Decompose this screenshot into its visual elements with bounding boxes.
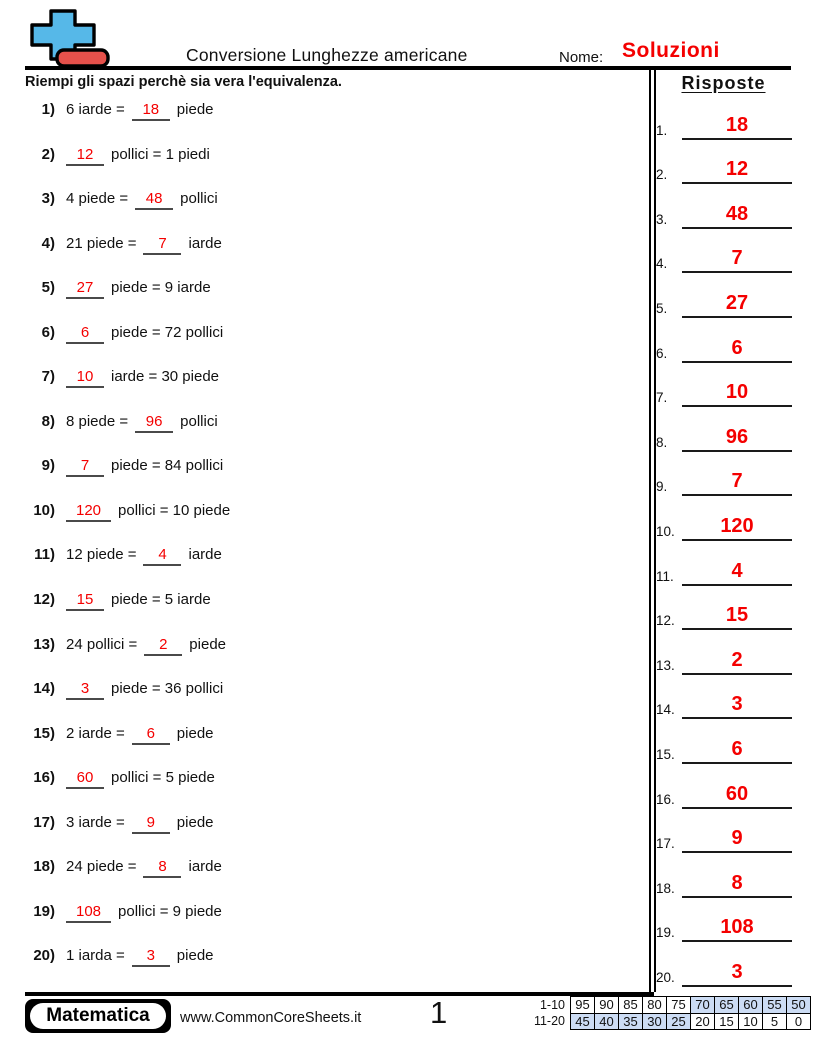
answer-row (652, 764, 795, 809)
answer-number: 12. (656, 613, 675, 629)
answer-value: 6 (682, 739, 792, 764)
answer-blank: 12 (66, 146, 104, 166)
question-row (25, 586, 625, 631)
question-number: 11) (34, 546, 55, 564)
score-cell: 90 (595, 997, 619, 1014)
question-post-text: piede = 84 pollici (111, 457, 224, 475)
answer-value: 96 (682, 427, 792, 452)
question-post-text: pollici = 10 piede (118, 501, 231, 519)
question-pre-text: 8 piede = (66, 412, 129, 430)
answer-number: 20. (656, 969, 675, 985)
question-post-text: iarde = 30 piede (111, 368, 220, 386)
answer-blank: 7 (143, 235, 181, 255)
question-number: 15) (33, 724, 55, 742)
answer-row (652, 452, 795, 497)
answer-blank: 108 (66, 903, 111, 923)
answer-blank: 6 (132, 725, 170, 745)
score-cell: 25 (667, 1013, 691, 1030)
answer-blank: 10 (66, 368, 104, 388)
questions-list (25, 96, 625, 987)
score-cell: 70 (691, 997, 715, 1014)
question-pre-text: 24 pollici = (66, 635, 138, 653)
answer-value: 12 (682, 159, 792, 184)
answer-blank: 2 (144, 636, 182, 656)
score-cell: 20 (691, 1013, 715, 1030)
question-row (25, 274, 625, 319)
answer-blank: 3 (132, 947, 170, 967)
answer-value: 3 (682, 962, 792, 987)
name-value: Soluzioni (622, 39, 720, 62)
answer-number: 2. (656, 167, 668, 183)
answer-row (652, 273, 795, 318)
score-cell: 65 (715, 997, 739, 1014)
answer-number: 3. (656, 211, 668, 227)
answer-row (652, 140, 795, 185)
question-post-text: iarde (188, 234, 222, 252)
question-number: 18) (33, 858, 55, 876)
score-row-label: 1-10 (539, 997, 565, 1012)
answer-row (652, 363, 795, 408)
answer-number: 19. (656, 925, 675, 941)
answer-number: 10. (656, 523, 675, 539)
question-number: 12) (33, 591, 55, 609)
answer-blank: 9 (132, 814, 170, 834)
score-cell: 50 (787, 997, 811, 1014)
answer-value: 15 (682, 605, 792, 630)
question-number: 8) (41, 412, 55, 430)
answer-value: 10 (682, 382, 792, 407)
answer-number: 16. (656, 791, 675, 807)
answer-blank: 8 (143, 858, 181, 878)
question-row (25, 720, 625, 765)
question-number: 2) (41, 145, 55, 163)
answer-blank: 18 (132, 101, 170, 121)
question-post-text: piede = 5 iarde (111, 591, 211, 609)
question-row (25, 631, 625, 676)
score-row-label: 11-20 (533, 1014, 565, 1029)
answer-row (652, 586, 795, 631)
answer-value: 60 (682, 784, 792, 809)
question-pre-text: 1 iarda = (66, 947, 125, 965)
question-pre-text: 21 piede = (66, 234, 137, 252)
header-rule (25, 66, 791, 70)
answer-value: 8 (682, 873, 792, 898)
answer-value: 18 (682, 115, 792, 140)
score-cell: 80 (643, 997, 667, 1014)
question-number: 19) (33, 902, 55, 920)
answer-blank: 3 (66, 680, 104, 700)
question-number: 3) (41, 190, 55, 208)
answer-blank: 6 (66, 324, 104, 344)
score-table (534, 996, 811, 1030)
answer-row (652, 675, 795, 720)
question-number: 6) (41, 323, 55, 341)
question-pre-text: 24 piede = (66, 858, 137, 876)
question-row (25, 497, 625, 542)
answers-list (652, 95, 795, 987)
question-post-text: piede = 72 pollici (111, 323, 224, 341)
question-row (25, 452, 625, 497)
answer-number: 8. (656, 434, 668, 450)
answer-row (652, 318, 795, 363)
score-cell: 55 (763, 997, 787, 1014)
question-pre-text: 12 piede = (66, 546, 137, 564)
score-cell: 40 (595, 1013, 619, 1030)
question-row (25, 185, 625, 230)
answer-value: 4 (682, 561, 792, 586)
question-number: 17) (33, 813, 55, 831)
answer-blank: 120 (66, 502, 111, 522)
question-number: 20) (33, 947, 55, 965)
question-pre-text: 2 iarde = (66, 724, 125, 742)
question-number: 7) (41, 368, 55, 386)
answer-row (652, 496, 795, 541)
question-number: 14) (33, 680, 55, 698)
score-cell: 60 (739, 997, 763, 1014)
answer-row (652, 898, 795, 943)
question-number: 9) (41, 457, 55, 475)
score-cell: 95 (571, 997, 595, 1014)
score-cell: 85 (619, 997, 643, 1014)
question-post-text: pollici (180, 190, 218, 208)
answer-blank: 15 (66, 591, 104, 611)
answer-number: 9. (656, 479, 668, 495)
answer-number: 13. (656, 657, 675, 673)
answer-blank: 48 (135, 190, 173, 210)
answer-blank: 60 (66, 769, 104, 789)
question-post-text: iarde (188, 858, 222, 876)
score-cell: 5 (763, 1013, 787, 1030)
score-cell: 10 (739, 1013, 763, 1030)
question-pre-text: 4 piede = (66, 190, 129, 208)
answer-number: 17. (656, 836, 675, 852)
score-cell: 35 (619, 1013, 643, 1030)
question-number: 5) (41, 279, 55, 297)
score-cell: 45 (571, 1013, 595, 1030)
answer-row (652, 942, 795, 987)
question-number: 1) (41, 101, 55, 118)
answer-value: 7 (682, 248, 792, 273)
question-post-text: piede (176, 813, 214, 831)
question-row (25, 853, 625, 898)
question-post-text: pollici = 9 piede (118, 902, 222, 920)
question-post-text: piede (176, 947, 214, 965)
answer-blank: 7 (66, 457, 104, 477)
answer-row (652, 541, 795, 586)
question-post-text: piede (189, 635, 226, 653)
question-pre-text: 6 iarde = (66, 101, 125, 118)
answer-number: 5. (656, 300, 668, 316)
question-row (25, 898, 625, 943)
answer-row (652, 630, 795, 675)
question-number: 16) (33, 769, 55, 787)
question-row (25, 942, 625, 987)
score-row (534, 1013, 811, 1030)
answer-row (652, 809, 795, 854)
question-row (25, 96, 625, 141)
answer-number: 1. (656, 122, 668, 138)
answer-value: 9 (682, 828, 792, 853)
question-post-text: pollici (180, 412, 218, 430)
answer-blank: 4 (143, 546, 181, 566)
question-row (25, 675, 625, 720)
risposte-title: Risposte (681, 73, 766, 93)
brand-logo (25, 999, 171, 1033)
plus-minus-icon (22, 8, 122, 70)
answer-value: 6 (682, 338, 792, 363)
answer-number: 6. (656, 345, 668, 361)
question-post-text: piede = 9 iarde (111, 279, 211, 297)
answer-row (652, 853, 795, 898)
question-row (25, 230, 625, 275)
answer-row (652, 719, 795, 764)
question-row (25, 141, 625, 186)
answer-row (652, 229, 795, 274)
question-row (25, 363, 625, 408)
question-post-text: iarde (188, 546, 222, 564)
question-pre-text: 3 iarde = (66, 813, 125, 831)
answer-number: 4. (656, 256, 668, 272)
question-post-text: pollici = 5 piede (111, 769, 215, 787)
score-cell: 75 (667, 997, 691, 1014)
question-row (25, 764, 625, 809)
answer-value: 48 (682, 204, 792, 229)
answer-number: 7. (656, 390, 668, 406)
question-post-text: piede (176, 101, 214, 118)
question-row (25, 541, 625, 586)
answer-number: 15. (656, 746, 675, 762)
answer-row (652, 184, 795, 229)
answer-value: 7 (682, 471, 792, 496)
site-url: www.CommonCoreSheets.it (180, 1010, 362, 1026)
name-label: Nome: (559, 49, 604, 66)
answer-value: 3 (682, 694, 792, 719)
answer-value: 27 (682, 293, 792, 318)
answer-number: 14. (656, 702, 675, 718)
brand-label: Matematica (30, 1003, 166, 1029)
answer-row (652, 95, 795, 140)
page-number: 1 (430, 995, 448, 1030)
answer-blank: 27 (66, 279, 104, 299)
question-row (25, 408, 625, 453)
score-row (534, 997, 811, 1014)
instruction-text: Riempi gli spazi perchè sia vera l'equivalenza. (25, 74, 342, 90)
question-post-text: pollici = 1 piedi (111, 145, 210, 163)
question-number: 10) (33, 501, 55, 519)
score-cell: 15 (715, 1013, 739, 1030)
answer-blank: 96 (135, 413, 173, 433)
worksheet-title: Conversione Lunghezze americane (186, 45, 468, 65)
question-row (25, 319, 625, 364)
answer-number: 11. (656, 568, 674, 584)
answer-number: 18. (656, 880, 675, 896)
question-post-text: piede (176, 724, 214, 742)
score-cell: 30 (643, 1013, 667, 1030)
question-number: 4) (41, 234, 55, 252)
answer-value: 2 (682, 650, 792, 675)
answer-row (652, 407, 795, 452)
question-number: 13) (33, 635, 55, 653)
answer-value: 120 (682, 516, 792, 541)
score-cell: 0 (787, 1013, 811, 1030)
answer-value: 108 (682, 917, 792, 942)
question-post-text: piede = 36 pollici (111, 680, 224, 698)
question-row (25, 809, 625, 854)
